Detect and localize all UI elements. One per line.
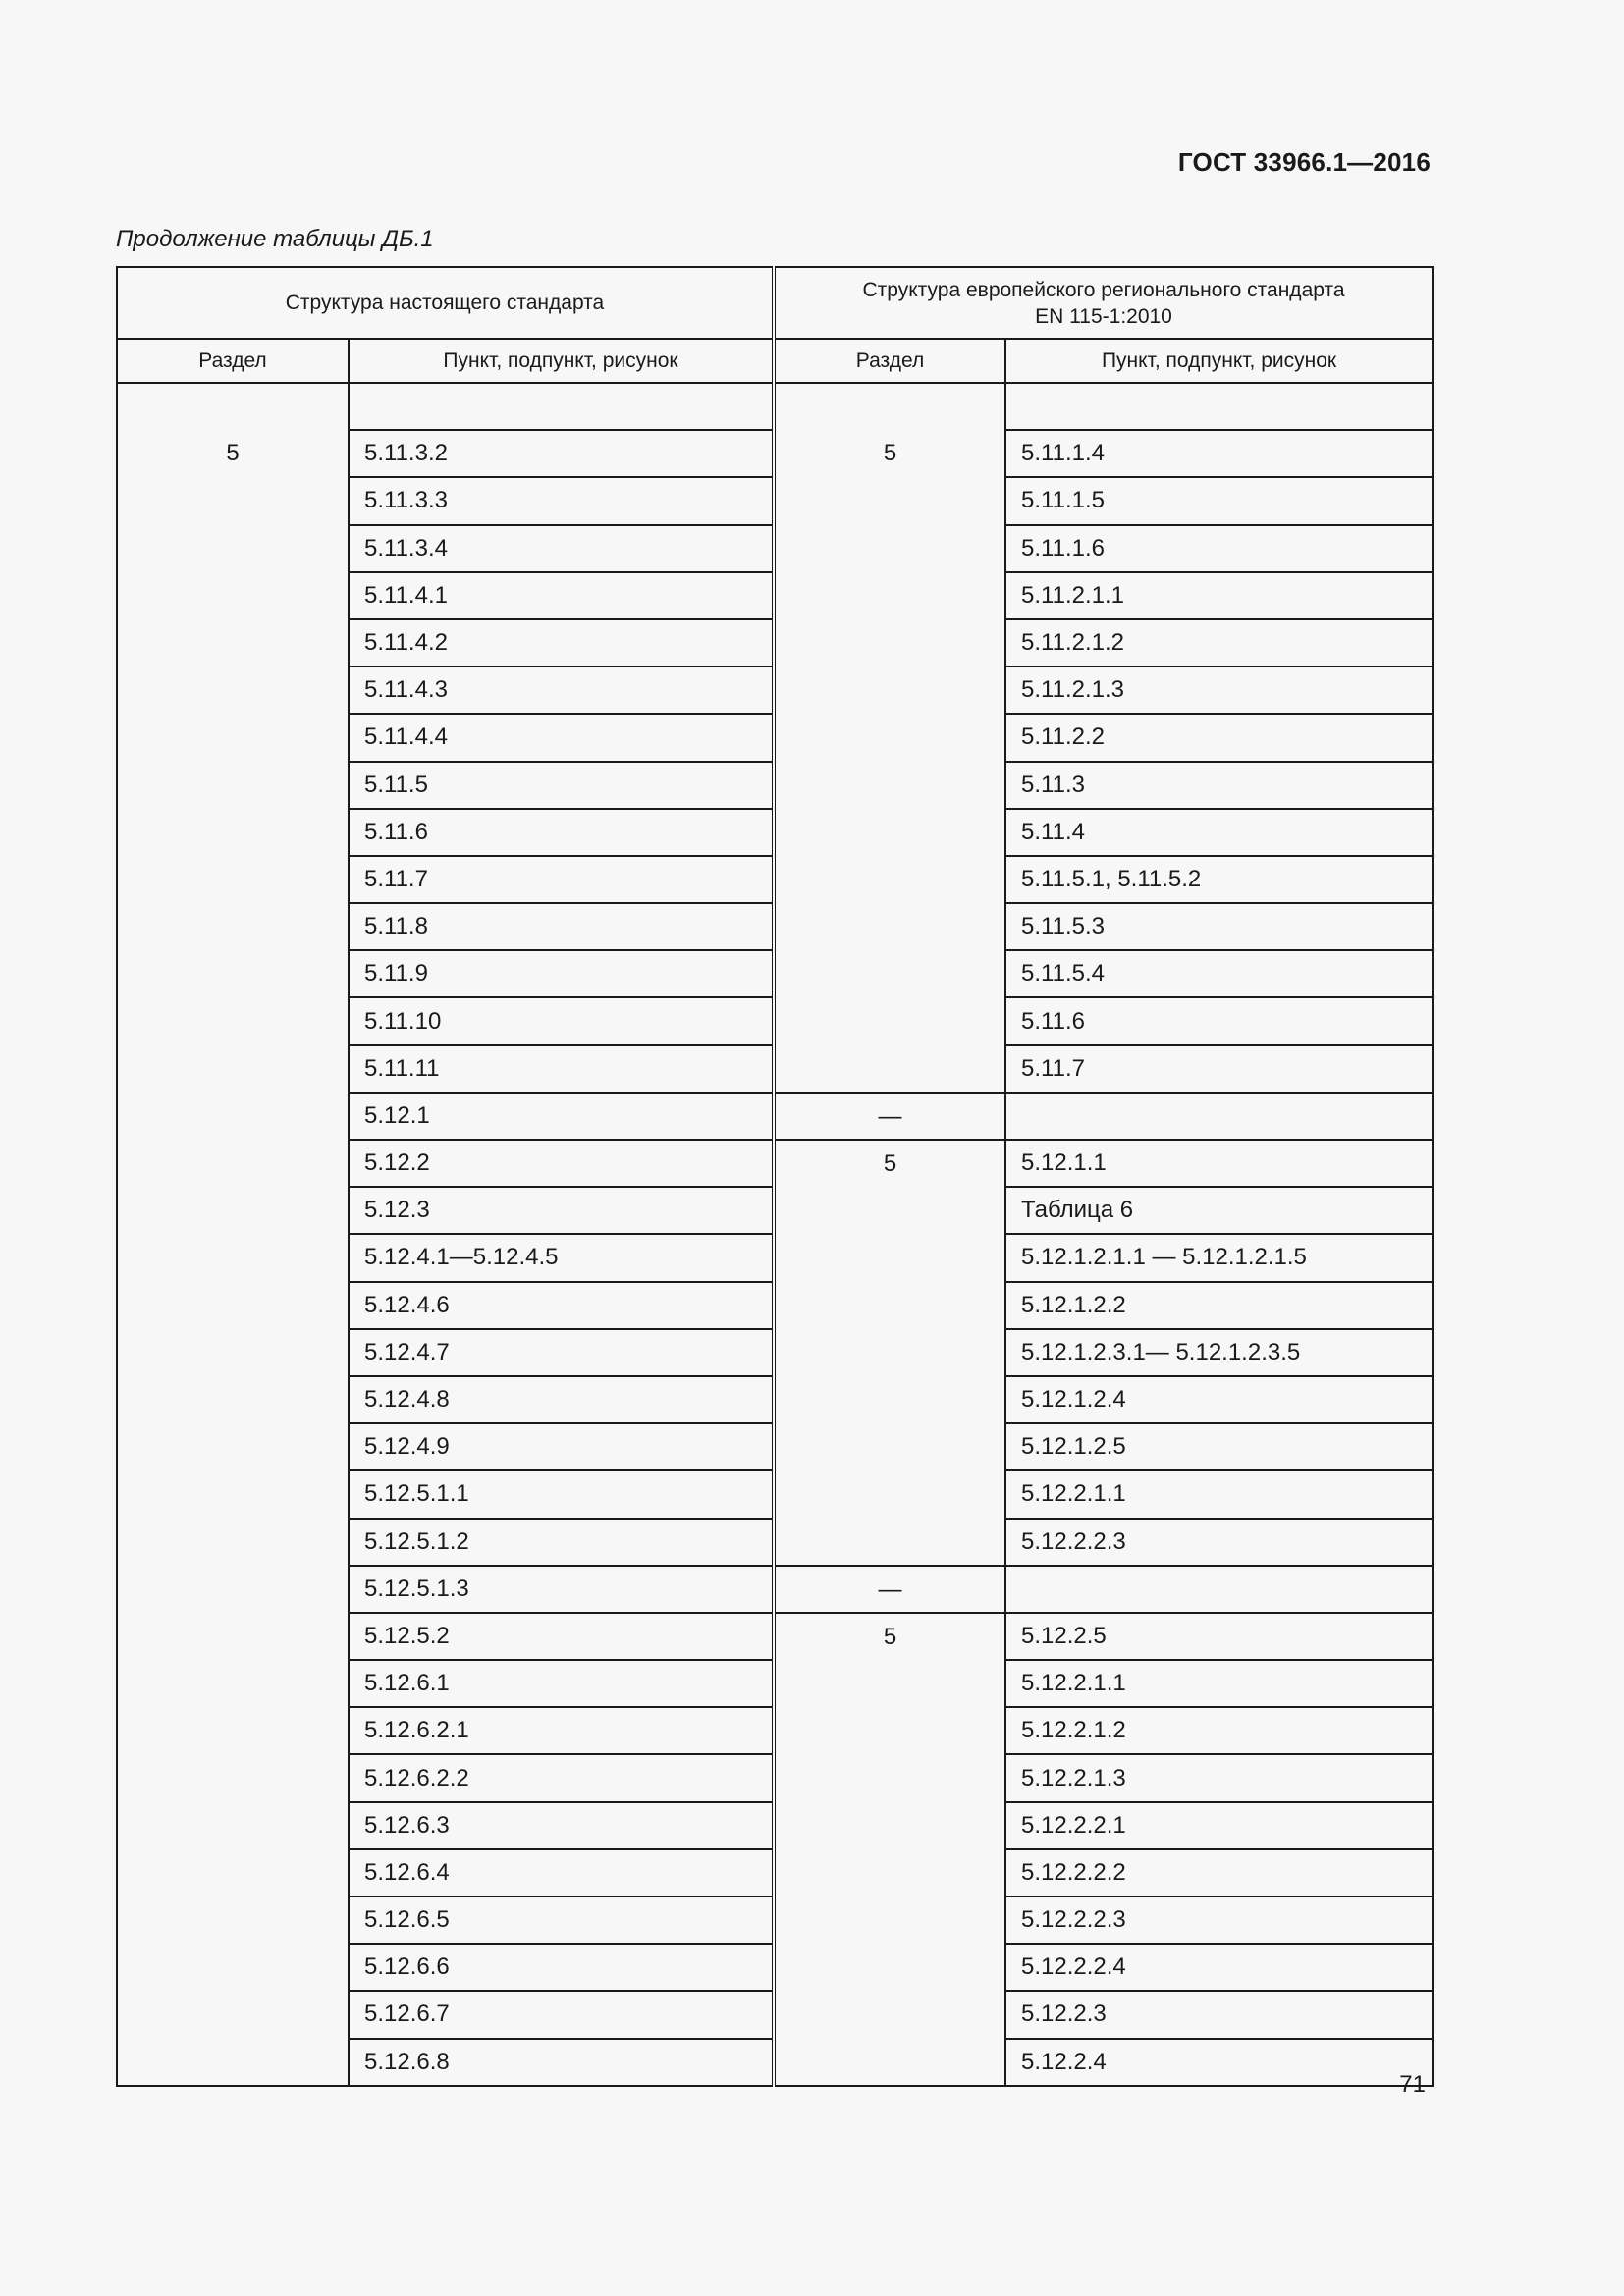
clause-cell-left: 5.12.3 xyxy=(349,1187,774,1234)
clause-cell-right: 5.11.2.1.3 xyxy=(1005,667,1433,714)
clause-cell-right: 5.11.4 xyxy=(1005,809,1433,856)
clause-cell-left: 5.12.6.5 xyxy=(349,1896,774,1944)
clause-cell-right: 5.12.2.2.3 xyxy=(1005,1896,1433,1944)
clause-cell-right: 5.12.2.2.3 xyxy=(1005,1519,1433,1566)
clause-cell-right: 5.12.1.1 xyxy=(1005,1140,1433,1187)
clause-cell-left: 5.12.6.8 xyxy=(349,2039,774,2086)
clause-cell-left: 5.12.6.7 xyxy=(349,1991,774,2038)
section-cell-right: 5 xyxy=(774,430,1005,1093)
clause-cell-right: 5.12.2.3 xyxy=(1005,1991,1433,2038)
clause-cell-left: 5.12.4.6 xyxy=(349,1282,774,1329)
clause-cell-left: 5.11.11 xyxy=(349,1045,774,1093)
clause-cell-left: 5.11.3.4 xyxy=(349,525,774,572)
clause-cell-left: 5.11.4.1 xyxy=(349,572,774,619)
clause-cell-right: 5.12.1.2.2 xyxy=(1005,1282,1433,1329)
clause-cell-left: 5.12.5.1.3 xyxy=(349,1566,774,1613)
clause-cell-right: 5.12.2.2.4 xyxy=(1005,1944,1433,1991)
clause-cell-left: 5.12.4.8 xyxy=(349,1376,774,1423)
clause-cell-left: 5.11.8 xyxy=(349,903,774,950)
clause-cell-right: 5.12.1.2.1.1 — 5.12.1.2.1.5 xyxy=(1005,1234,1433,1281)
clause-cell-left: 5.12.6.3 xyxy=(349,1802,774,1849)
clause-cell-left: 5.12.6.2.1 xyxy=(349,1707,774,1754)
clause-cell-left: 5.12.6.4 xyxy=(349,1849,774,1896)
column-header-clause-right: Пункт, подпункт, рисунок xyxy=(1005,339,1433,383)
clause-cell-right: 5.12.2.1.3 xyxy=(1005,1754,1433,1801)
group-header-european-line2: EN 115-1:2010 xyxy=(1035,304,1172,328)
clause-cell-right: 5.11.1.4 xyxy=(1005,430,1433,477)
clause-cell-right: 5.11.3 xyxy=(1005,762,1433,809)
clause-cell-left: 5.11.4.4 xyxy=(349,714,774,761)
clause-cell-right: 5.12.1.2.4 xyxy=(1005,1376,1433,1423)
clause-cell-right: 5.12.2.2.2 xyxy=(1005,1849,1433,1896)
section-cell-left: 5 xyxy=(117,430,349,2086)
column-header-section-right: Раздел xyxy=(774,339,1005,383)
table-caption: Продолжение таблицы ДБ.1 xyxy=(116,226,434,252)
group-header-current-standard: Структура настоящего стандарта xyxy=(117,267,774,339)
clause-cell-left: 5.12.6.6 xyxy=(349,1944,774,1991)
clause-cell-left: 5.11.5 xyxy=(349,762,774,809)
clause-cell-right: 5.12.2.2.1 xyxy=(1005,1802,1433,1849)
clause-cell-left: 5.12.6.1 xyxy=(349,1660,774,1707)
clause-cell-left: 5.12.1 xyxy=(349,1093,774,1140)
clause-cell-left: 5.12.6.2.2 xyxy=(349,1754,774,1801)
clause-cell-right xyxy=(1005,1093,1433,1140)
clause-cell-right: 5.11.1.5 xyxy=(1005,477,1433,524)
table-body xyxy=(117,383,1433,2086)
clause-cell-right: 5.12.2.5 xyxy=(1005,1613,1433,1660)
clause-cell-right: 5.12.1.2.5 xyxy=(1005,1423,1433,1470)
clause-cell-left: 5.11.3.3 xyxy=(349,477,774,524)
clause-cell-right: 5.11.7 xyxy=(1005,1045,1433,1093)
clause-cell-right: 5.11.5.1, 5.11.5.2 xyxy=(1005,856,1433,903)
clause-cell-left: 5.11.6 xyxy=(349,809,774,856)
section-cell-right: 5 xyxy=(774,1613,1005,2086)
clause-cell-left: 5.11.10 xyxy=(349,997,774,1044)
clause-cell-right: Таблица 6 xyxy=(1005,1187,1433,1234)
correspondence-table xyxy=(116,266,1434,2087)
clause-cell-left: 5.11.7 xyxy=(349,856,774,903)
clause-cell-right: 5.12.2.1.1 xyxy=(1005,1660,1433,1707)
clause-cell-left: 5.12.5.1.2 xyxy=(349,1519,774,1566)
clause-cell-left: 5.11.3.2 xyxy=(349,430,774,477)
clause-cell-left: 5.11.9 xyxy=(349,950,774,997)
clause-cell-right: 5.11.2.1.2 xyxy=(1005,619,1433,667)
table-row xyxy=(117,430,1433,477)
clause-cell-left: 5.12.4.9 xyxy=(349,1423,774,1470)
clause-cell-right: 5.11.1.6 xyxy=(1005,525,1433,572)
section-cell-right: — xyxy=(774,1566,1005,1613)
column-header-section-left: Раздел xyxy=(117,339,349,383)
clause-cell-left: 5.12.5.1.1 xyxy=(349,1470,774,1518)
section-cell-right: 5 xyxy=(774,1140,1005,1566)
section-cell-right: — xyxy=(774,1093,1005,1140)
clause-cell-right: 5.11.2.2 xyxy=(1005,714,1433,761)
clause-cell-left: 5.12.4.1—5.12.4.5 xyxy=(349,1234,774,1281)
clause-cell-left: 5.12.5.2 xyxy=(349,1613,774,1660)
clause-cell-right: 5.12.2.4 xyxy=(1005,2039,1433,2086)
document-code: ГОСТ 33966.1—2016 xyxy=(1177,147,1431,177)
clause-cell-right: 5.12.2.1.2 xyxy=(1005,1707,1433,1754)
clause-cell-right xyxy=(1005,1566,1433,1613)
clause-cell-left: 5.11.4.2 xyxy=(349,619,774,667)
column-header-clause-left: Пункт, подпункт, рисунок xyxy=(349,339,774,383)
clause-cell-right: 5.11.5.3 xyxy=(1005,903,1433,950)
clause-cell-left: 5.12.2 xyxy=(349,1140,774,1187)
group-header-european-line1: Структура европейского регионального стандарта xyxy=(862,278,1345,301)
clause-cell-right: 5.11.2.1.1 xyxy=(1005,572,1433,619)
group-header-european-standard xyxy=(774,267,1433,339)
clause-cell-right: 5.11.5.4 xyxy=(1005,950,1433,997)
clause-cell-right: 5.12.1.2.3.1— 5.12.1.2.3.5 xyxy=(1005,1329,1433,1376)
page-number: 71 xyxy=(1399,2071,1426,2098)
clause-cell-right: 5.11.6 xyxy=(1005,997,1433,1044)
clause-cell-left: 5.12.4.7 xyxy=(349,1329,774,1376)
clause-cell-right: 5.12.2.1.1 xyxy=(1005,1470,1433,1518)
clause-cell-left: 5.11.4.3 xyxy=(349,667,774,714)
